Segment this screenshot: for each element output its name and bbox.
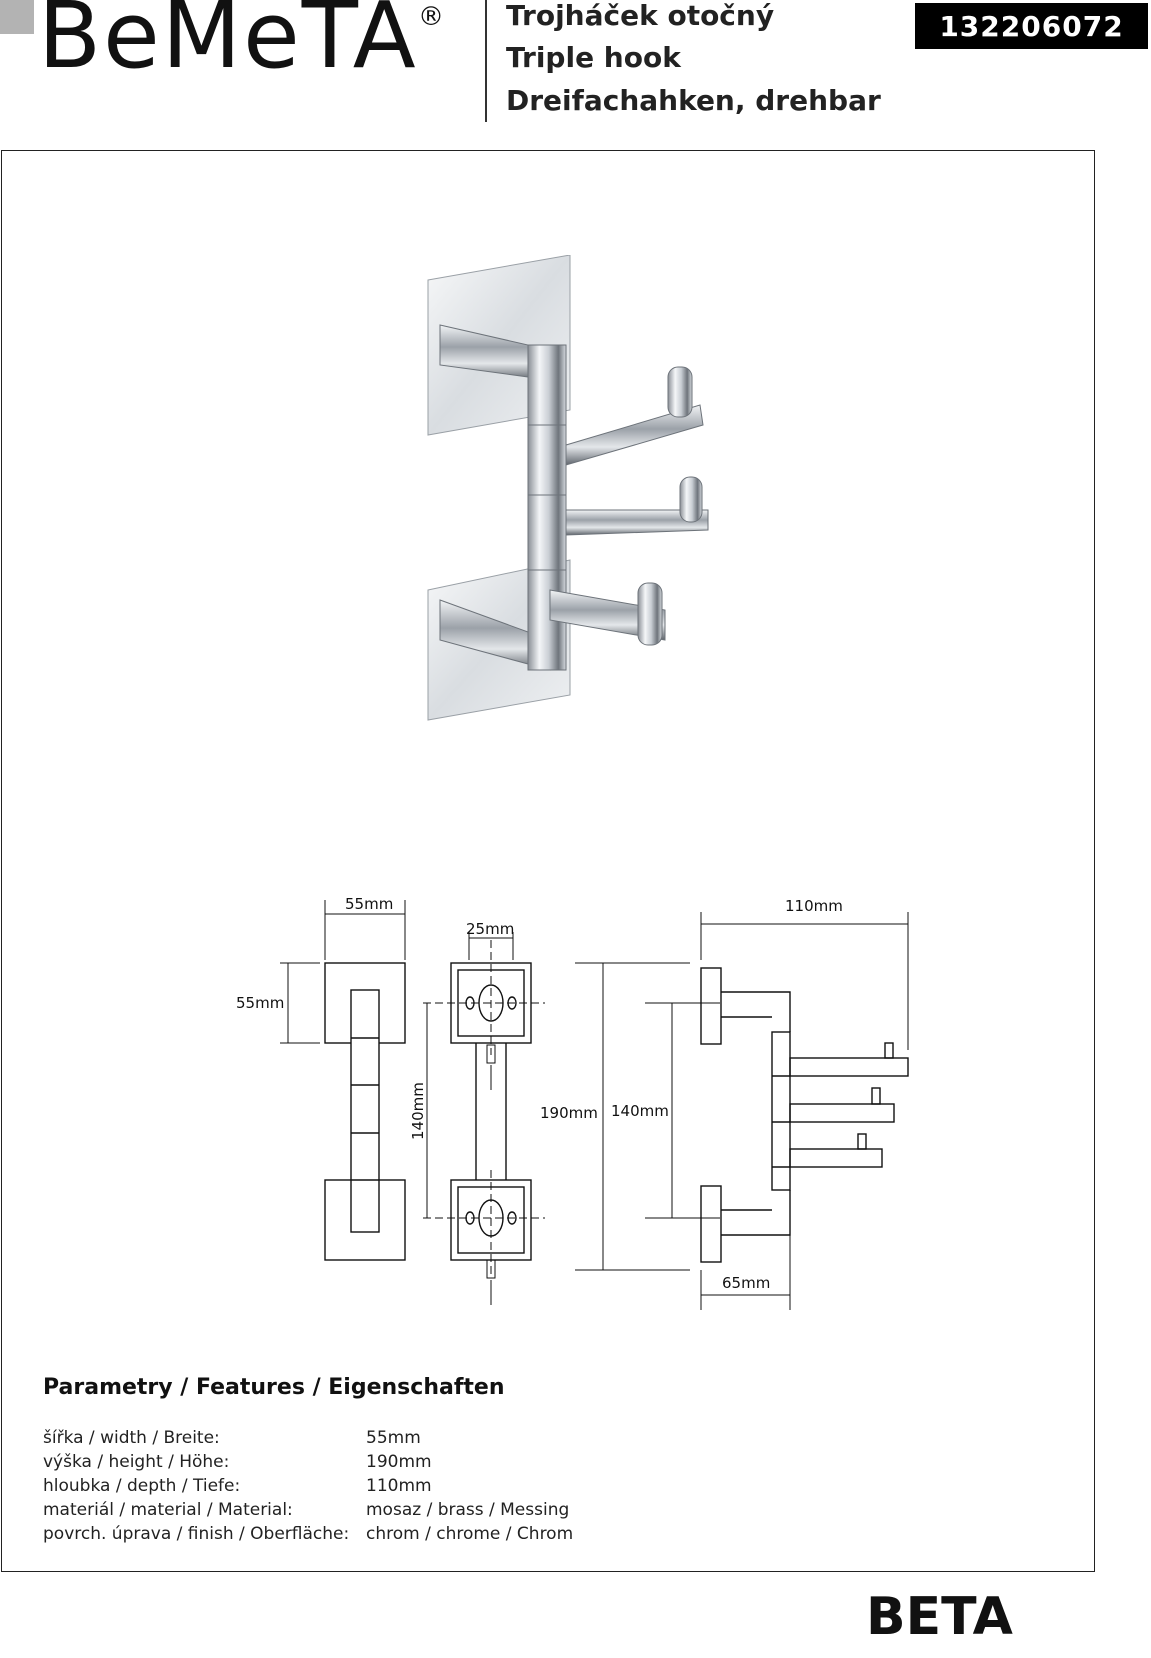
feature-label: povrch. úprava / finish / Oberfläche: <box>43 1524 350 1544</box>
brand-logo: BeMeTA <box>38 0 418 89</box>
feature-label: šířka / width / Breite: <box>43 1428 220 1448</box>
dim-total-height: 190mm <box>540 1104 598 1122</box>
feature-value: chrom / chrome / Chrom <box>366 1524 574 1544</box>
logo-mark <box>0 0 34 34</box>
hook-knob-3 <box>638 583 662 645</box>
hook-knob-2 <box>680 477 702 522</box>
title-german: Dreifachahken, drehbar <box>506 84 881 117</box>
dim-mount-spacing: 140mm <box>409 1082 427 1140</box>
dim-mount-width: 25mm <box>466 920 515 938</box>
dim-base-depth: 65mm <box>722 1274 771 1292</box>
product-code: 132206072 <box>915 3 1148 49</box>
dim-depth: 110mm <box>785 897 843 915</box>
title-english: Triple hook <box>506 41 681 74</box>
feature-label: hloubka / depth / Tiefe: <box>43 1476 241 1496</box>
hook-knob-1 <box>668 367 692 417</box>
series-name: BETA <box>866 1587 1013 1647</box>
feature-value: 110mm <box>366 1476 432 1496</box>
dim-side-spacing: 140mm <box>611 1102 669 1120</box>
header-divider <box>485 0 487 122</box>
mount-view <box>423 932 545 1305</box>
front-view <box>280 900 405 1260</box>
registered-mark: ® <box>418 2 444 32</box>
feature-value: mosaz / brass / Messing <box>366 1500 570 1520</box>
feature-label: výška / height / Höhe: <box>43 1452 230 1472</box>
dim-front-height: 55mm <box>236 994 285 1012</box>
feature-value: 55mm <box>366 1428 421 1448</box>
feature-value: 190mm <box>366 1452 432 1472</box>
technical-drawing <box>0 880 1151 1320</box>
dim-front-width: 55mm <box>345 895 394 913</box>
title-czech: Trojháček otočný <box>506 0 775 32</box>
feature-label: materiál / material / Material: <box>43 1500 293 1520</box>
features-title: Parametry / Features / Eigenschaften <box>43 1375 505 1400</box>
product-photo <box>410 255 760 765</box>
